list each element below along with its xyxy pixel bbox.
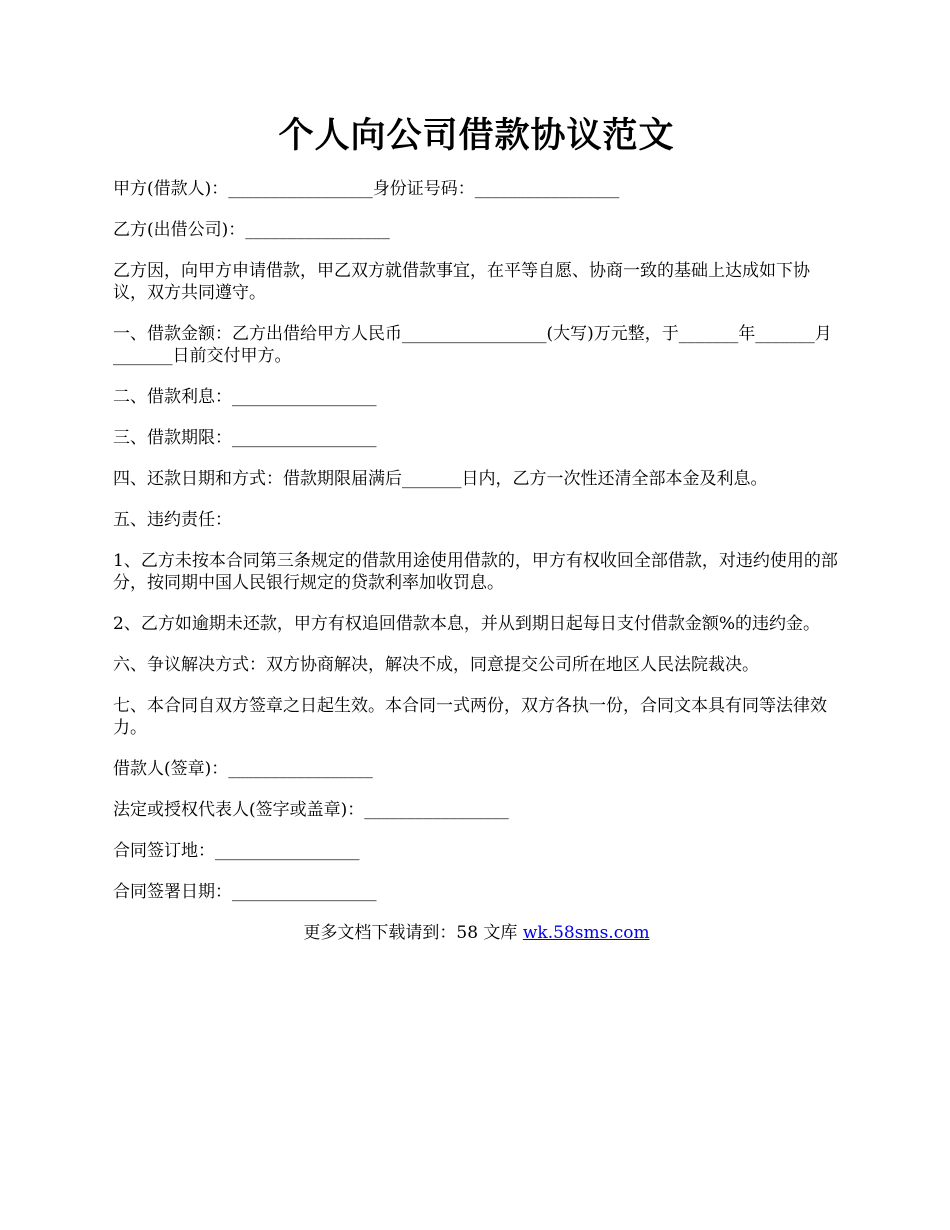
clause-breach-item-1: 1、乙方未按本合同第三条规定的借款用途使用借款的，甲方有权收回全部借款，对违约使用的部分，按同期中国人民银行规定的贷款利率加收罚息。 bbox=[113, 551, 838, 593]
party-a-line: 甲方(借款人)：_________________身份证号码：_________________ bbox=[113, 179, 620, 199]
clause-term: 三、借款期限：_________________ bbox=[113, 428, 377, 448]
signature-borrower: 借款人(签章)：_________________ bbox=[113, 759, 373, 779]
footer-note bbox=[113, 922, 840, 944]
document-page bbox=[113, 112, 840, 944]
clause-effectiveness: 七、本合同自双方签章之日起生效。本合同一式两份，双方各执一份，合同文本具有同等法律效力。 bbox=[113, 696, 827, 738]
clause-interest: 二、借款利息：_________________ bbox=[113, 387, 377, 407]
clause-repayment: 四、还款日期和方式：借款期限届满后_______日内，乙方一次性还清全部本金及利息。 bbox=[113, 469, 768, 489]
clause-loan-amount: 一、借款金额：乙方出借给甲方人民币_________________(大写)万元整，于_______年_______月_______日前交付甲方。 bbox=[113, 324, 832, 366]
footer-text: 更多文档下载请到：58 文库 bbox=[303, 923, 523, 943]
party-b-line: 乙方(出借公司)：_________________ bbox=[113, 220, 390, 240]
document-title: 个人向公司借款协议范文 bbox=[278, 115, 675, 156]
footer-link[interactable]: wk.58sms.com bbox=[522, 923, 650, 943]
signing-date: 合同签署日期：_________________ bbox=[113, 882, 377, 902]
clause-breach-item-2: 2、乙方如逾期未还款，甲方有权追回借款本息，并从到期日起每日支付借款金额%的违约金。 bbox=[113, 614, 820, 634]
signature-representative: 法定或授权代表人(签字或盖章)：_________________ bbox=[113, 800, 509, 820]
preamble-paragraph: 乙方因，向甲方申请借款，甲乙双方就借款事宜，在平等自愿、协商一致的基础上达成如下协议，双方共同遵守。 bbox=[113, 261, 810, 303]
clause-dispute: 六、争议解决方式：双方协商解决，解决不成，同意提交公司所在地区人民法院裁决。 bbox=[113, 655, 759, 675]
signing-place: 合同签订地：_________________ bbox=[113, 841, 360, 861]
clause-breach-heading: 五、违约责任： bbox=[113, 510, 232, 530]
